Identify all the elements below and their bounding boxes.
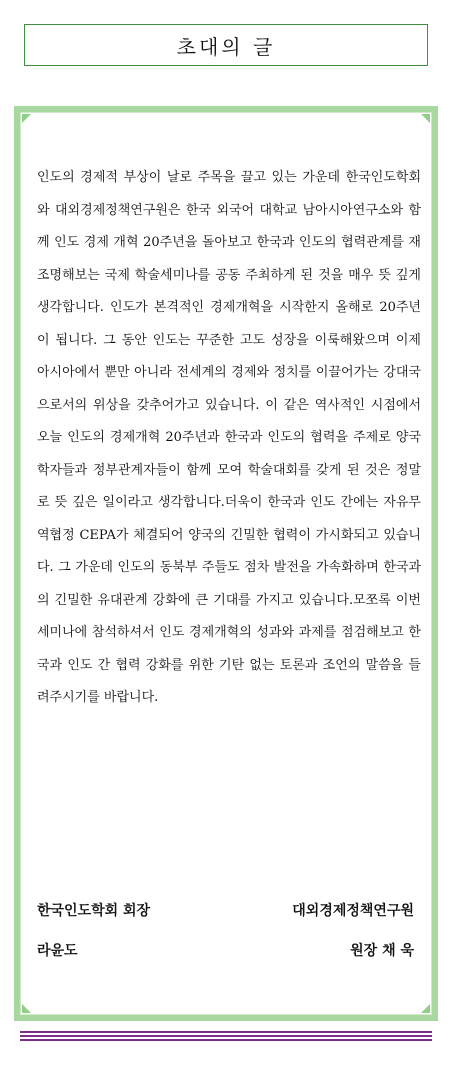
bottom-divider-line xyxy=(20,1039,432,1041)
corner-ornament-bottom-left xyxy=(22,1004,31,1013)
page-title: 초대의 글 xyxy=(176,34,276,59)
corner-ornament-top-right xyxy=(421,114,430,123)
signature-right-name: 원장 채 욱 xyxy=(350,943,414,959)
title-box xyxy=(24,24,428,66)
corner-ornament-top-left xyxy=(22,114,31,123)
bottom-divider-line xyxy=(20,1031,432,1033)
bottom-divider-line xyxy=(20,1035,432,1037)
signature-right-org: 대외경제정책연구원 xyxy=(292,903,414,919)
letter-body: 인도의 경제적 부상이 날로 주목을 끌고 있는 가운데 한국인도학회와 대외경제정책연구원은 한국 외국어 대학교 남아시아연구소와 함께 인도 경제 개혁 20주년을 돌아보고 한국과 인도의 협력관계를 재조명해보는 국제 학술세미나를 공동 주최하게 된 것을 매우 뜻 깊게 생각합니다. 인도가 본격적인 경제개혁을 시작한지 올해로 20주년이 됩니다. 그 동안 인도는 꾸준한 고도 성장을 이룩해왔으며 이제 아시아에서 뿐만 아니라 전세계의 경제와 정치를 이끌어가는 강대국으로서의 위상을 갖추어가고 있습니다. 이 같은 역사적인 시점에서 오늘 인도의 경제개혁 20주년과 한국과 인도의 협력을 주제로 양국 학자들과 정부관계자들이 함께 모여 학술대회를 갖게 된 것은 정말로 뜻 깊은 일이라고 생각합니다.더욱이 한국과 인도 간에는 자유무역협정 CEPA가 체결되어 양국의 긴밀한 협력이 가시화되고 있습니다. 그 가운데 인도의 동북부 주들도 점차 발전을 가속화하며 한국과의 긴밀한 유대관계 강화에 큰 기대를 가지고 있습니다.모쪼록 이번 세미나에 참석하셔서 인도 경제개혁의 성과와 과제를 점검해보고 한국과 인도 간 협력 강화를 위한 기탄 없는 토론과 조언의 말씀을 들려주시기를 바랍니다. xyxy=(37,170,421,705)
signature-left-name: 라윤도 xyxy=(37,943,78,959)
corner-ornament-bottom-right xyxy=(421,1004,430,1013)
signature-left-org: 한국인도학회 회장 xyxy=(37,903,151,919)
